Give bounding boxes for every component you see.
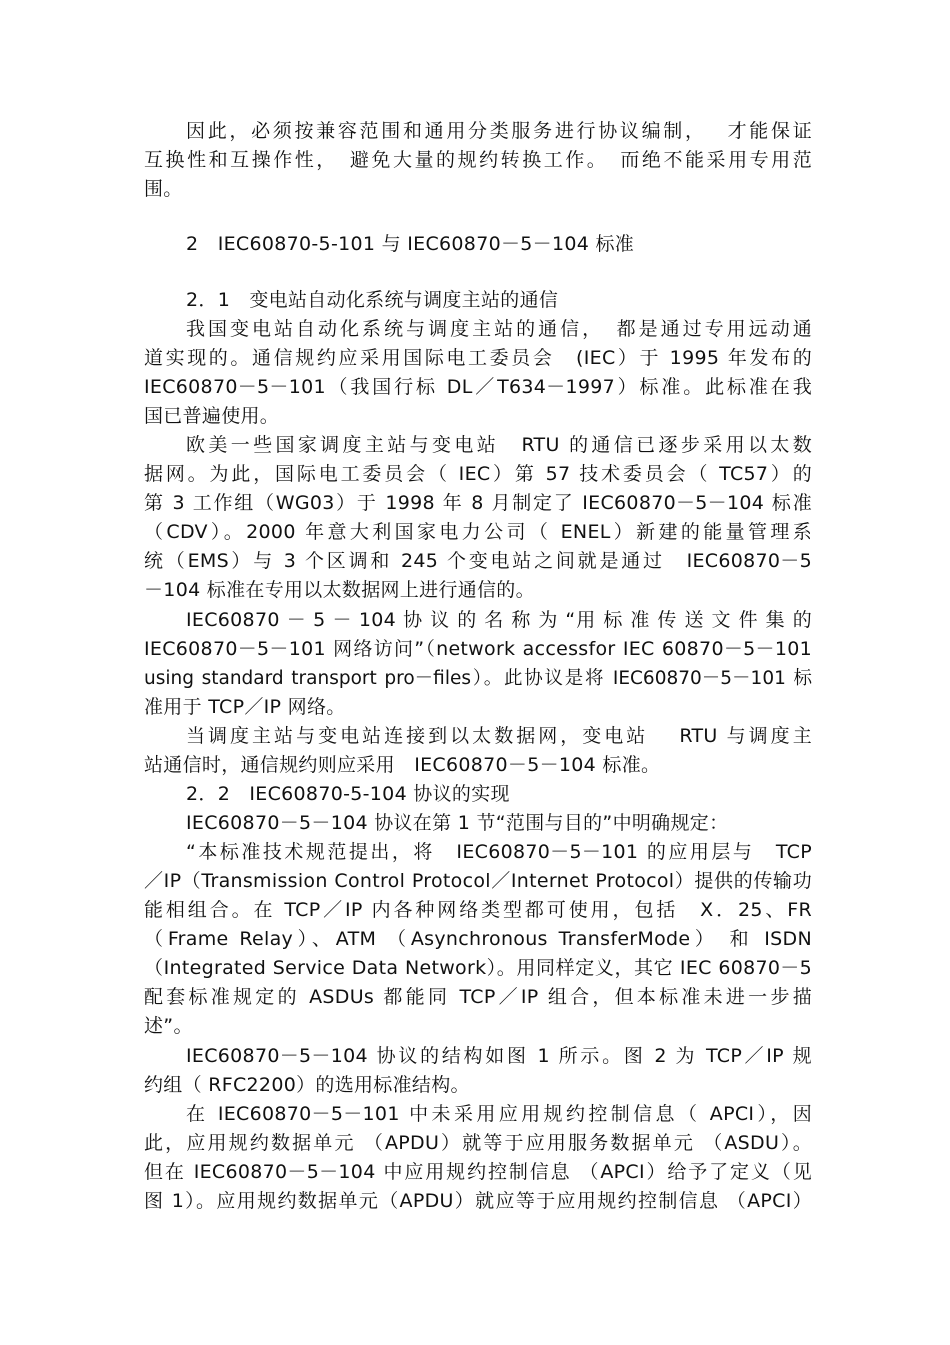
text-line: 围。: [144, 178, 183, 200]
text-line: 约组（ RFC2200）的选用标准结构。: [144, 1074, 470, 1096]
text-line: （Frame Relay）、ATM （Asynchronous TransferMode） 和 ISDN: [144, 928, 812, 950]
text-line: IEC60870－5－104 协议在第 1 节“范围与目的”中明确规定：: [186, 812, 729, 834]
text-line: IEC60870－5－101 网络访问”（network accessfor IEC 60870－5－101: [144, 638, 812, 660]
text-line: 在 IEC60870－5－101 中未采用应用规约控制信息（ APCI），因: [186, 1103, 812, 1125]
section-heading-2-1: 2．1 变电站自动化系统与调度主站的通信: [186, 289, 559, 311]
text-line: 但在 IEC60870－5－104 中应用规约控制信息 （APCI）给予了定义（见: [144, 1161, 812, 1183]
text-line: 第 3 工作组（WG03）于 1998 年 8 月制定了 IEC60870－5－104 标准: [144, 492, 812, 514]
text-line: 当调度主站与变电站连接到以太数据网，变电站 RTU 与调度主: [186, 725, 812, 747]
text-line: using standard transport pro－files）。此协议是将 IEC60870－5－101 标: [144, 668, 812, 689]
text-line: 统（EMS）与 3 个区调和 245 个变电站之间就是通过 IEC60870－5: [144, 550, 812, 572]
text-line: （CDV）。2000 年意大利国家电力公司（ ENEL）新建的能量管理系: [144, 521, 812, 543]
text-line: “本标准技术规范提出，将 IEC60870－5－101 的应用层与 TCP: [186, 841, 812, 863]
text-line: 此，应用规约数据单元 （APDU）就等于应用服务数据单元 （ASDU）。: [144, 1132, 812, 1154]
text-line: 述”。: [144, 1015, 193, 1037]
text-line: IEC60870 － 5 － 104 协 议 的 名 称 为 “用 标 准 传 送 文 件 集 的: [186, 609, 812, 631]
text-line: 欧美一些国家调度主站与变电站 RTU 的通信已逐步采用以太数: [186, 434, 812, 456]
text-line: 国已普遍使用。: [144, 405, 280, 427]
text-line: 道实现的。通信规约应采用国际电工委员会 (IEC）于 1995 年发布的: [144, 347, 812, 369]
text-line: ／IP（Transmission Control Protocol／Internet Protocol）提供的传输功: [144, 870, 812, 892]
text-line: （Integrated Service Data Network）。用同样定义，其它 IEC 60870－5: [144, 957, 812, 979]
text-line: IEC60870－5－104 协议的结构如图 1 所示。图 2 为 TCP／IP 规: [186, 1045, 812, 1067]
text-line: 准用于 TCP／IP 网络。: [144, 696, 346, 718]
text-line: IEC60870－5－101（我国行标 DL／T634－1997）标准。此标准在我: [144, 376, 812, 398]
text-line: 图 1）。应用规约数据单元（APDU）就应等于应用规约控制信息 （APCI）: [144, 1190, 812, 1212]
text-line: 互换性和互操作性， 避免大量的规约转换工作。 而绝不能采用专用范: [144, 149, 812, 171]
text-line: 因此，必须按兼容范围和通用分类服务进行协议编制， 才能保证: [186, 120, 812, 142]
text-line: 据网。为此，国际电工委员会（ IEC）第 57 技术委员会（ TC57）的: [144, 463, 812, 485]
text-line: －104 标准在专用以太数据网上进行通信的。: [144, 579, 535, 601]
section-heading-2-2: 2．2 IEC60870-5-104 协议的实现: [186, 783, 510, 805]
text-line: 站通信时，通信规约则应采用 IEC60870－5－104 标准。: [144, 754, 661, 776]
text-line: 配套标准规定的 ASDUs 都能同 TCP／IP 组合，但本标准未进一步描: [144, 986, 812, 1008]
text-line: 能相组合。在 TCP／IP 内各种网络类型都可使用，包括 X．25、FR: [144, 899, 812, 921]
section-heading-2: 2 IEC60870-5-101 与 IEC60870－5－104 标准: [186, 233, 635, 255]
text-line: 我国变电站自动化系统与调度主站的通信， 都是通过专用远动通: [186, 318, 812, 340]
